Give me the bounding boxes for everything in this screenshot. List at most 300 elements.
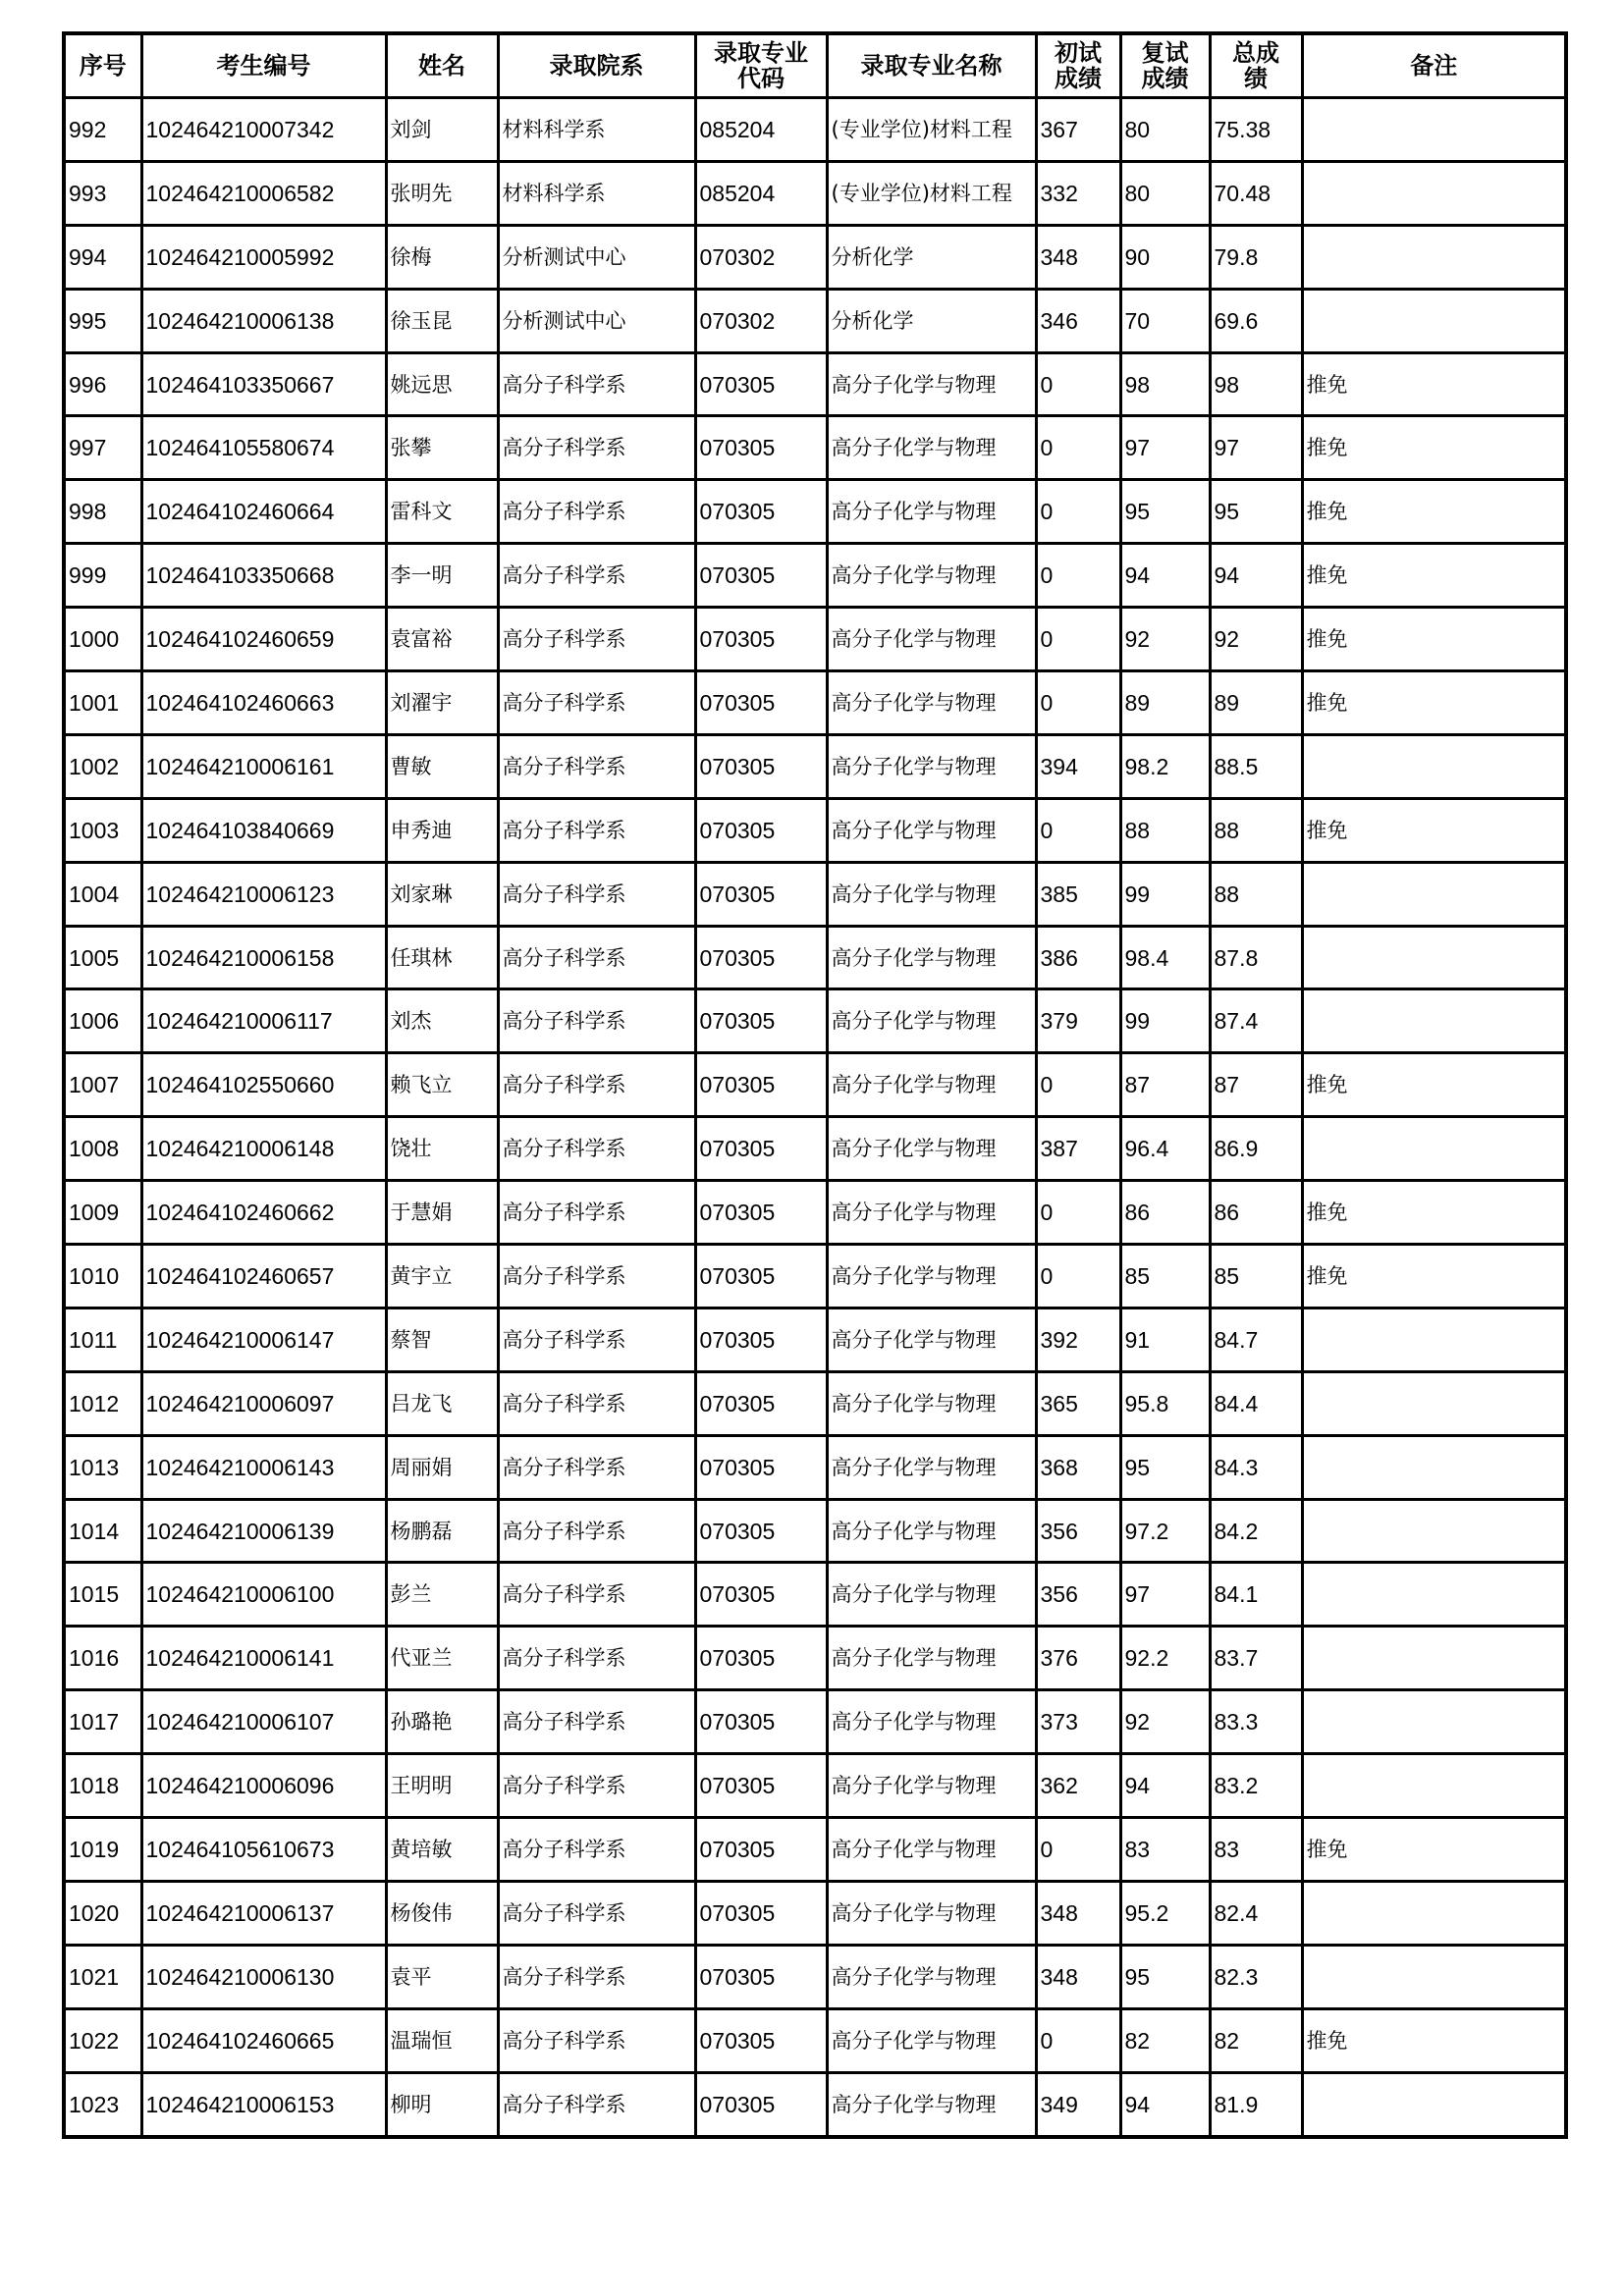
cell-total-score: 83.7	[1210, 1627, 1302, 1690]
cell-total-score: 94	[1210, 544, 1302, 608]
cell-seq: 1007	[64, 1053, 141, 1117]
header-name: 姓名	[386, 33, 498, 98]
cell-major-code: 070305	[695, 1053, 827, 1117]
cell-name: 吕龙飞	[386, 1371, 498, 1435]
cell-exam-id: 102464103840669	[141, 798, 386, 862]
cell-department: 高分子科学系	[498, 671, 695, 735]
cell-department: 高分子科学系	[498, 2072, 695, 2136]
cell-prelim-score: 0	[1036, 608, 1120, 671]
cell-name: 李一明	[386, 544, 498, 608]
cell-seq: 999	[64, 544, 141, 608]
cell-retest-score: 94	[1120, 2072, 1210, 2136]
cell-prelim-score: 0	[1036, 352, 1120, 416]
cell-major-name: 高分子化学与物理	[827, 671, 1036, 735]
cell-name: 于慧娟	[386, 1181, 498, 1245]
cell-exam-id: 102464210006117	[141, 989, 386, 1053]
cell-major-name: 高分子化学与物理	[827, 1690, 1036, 1754]
cell-major-code: 070305	[695, 989, 827, 1053]
cell-major-name: 高分子化学与物理	[827, 1945, 1036, 2008]
cell-remark	[1302, 926, 1566, 989]
cell-name: 周丽娟	[386, 1435, 498, 1499]
cell-major-code: 070305	[695, 1945, 827, 2008]
cell-retest-score: 82	[1120, 2008, 1210, 2072]
cell-prelim-score: 0	[1036, 544, 1120, 608]
cell-name: 徐玉昆	[386, 289, 498, 352]
cell-remark	[1302, 1563, 1566, 1627]
cell-prelim-score: 373	[1036, 1690, 1120, 1754]
cell-name: 饶壮	[386, 1117, 498, 1181]
table-row	[64, 1308, 1566, 1371]
cell-seq: 995	[64, 289, 141, 352]
cell-seq: 1008	[64, 1117, 141, 1181]
cell-total-score: 83.3	[1210, 1690, 1302, 1754]
cell-prelim-score: 356	[1036, 1499, 1120, 1563]
cell-remark	[1302, 734, 1566, 798]
cell-major-code: 085204	[695, 98, 827, 162]
cell-name: 代亚兰	[386, 1627, 498, 1690]
cell-prelim-score: 0	[1036, 416, 1120, 480]
cell-seq: 993	[64, 161, 141, 225]
cell-prelim-score: 368	[1036, 1435, 1120, 1499]
cell-exam-id: 102464105610673	[141, 1818, 386, 1882]
table-row	[64, 1181, 1566, 1245]
header-retest-score: 复试成绩	[1120, 33, 1210, 98]
cell-major-name: 高分子化学与物理	[827, 1435, 1036, 1499]
cell-major-name: 高分子化学与物理	[827, 798, 1036, 862]
cell-seq: 996	[64, 352, 141, 416]
cell-department: 高分子科学系	[498, 544, 695, 608]
cell-exam-id: 102464103350668	[141, 544, 386, 608]
cell-major-name: 高分子化学与物理	[827, 1117, 1036, 1181]
cell-name: 雷科文	[386, 480, 498, 544]
cell-seq: 1015	[64, 1563, 141, 1627]
cell-department: 高分子科学系	[498, 352, 695, 416]
cell-major-name: 高分子化学与物理	[827, 352, 1036, 416]
cell-retest-score: 95.8	[1120, 1371, 1210, 1435]
cell-total-score: 98	[1210, 352, 1302, 416]
cell-remark: 推免	[1302, 608, 1566, 671]
table-row	[64, 544, 1566, 608]
cell-seq: 1006	[64, 989, 141, 1053]
cell-prelim-score: 394	[1036, 734, 1120, 798]
cell-retest-score: 95.2	[1120, 1881, 1210, 1945]
cell-major-code: 070305	[695, 798, 827, 862]
cell-remark	[1302, 161, 1566, 225]
cell-remark: 推免	[1302, 480, 1566, 544]
cell-major-name: 高分子化学与物理	[827, 544, 1036, 608]
cell-seq: 1010	[64, 1245, 141, 1308]
table-row	[64, 926, 1566, 989]
cell-department: 高分子科学系	[498, 1181, 695, 1245]
cell-name: 刘杰	[386, 989, 498, 1053]
header-major-code: 录取专业代码	[695, 33, 827, 98]
cell-retest-score: 83	[1120, 1818, 1210, 1882]
cell-remark: 推免	[1302, 798, 1566, 862]
cell-major-code: 070305	[695, 862, 827, 926]
cell-remark: 推免	[1302, 416, 1566, 480]
cell-exam-id: 102464105580674	[141, 416, 386, 480]
cell-exam-id: 102464210006153	[141, 2072, 386, 2136]
table-row	[64, 161, 1566, 225]
cell-major-code: 070305	[695, 1818, 827, 1882]
cell-exam-id: 102464210006147	[141, 1308, 386, 1371]
cell-total-score: 92	[1210, 608, 1302, 671]
cell-major-name: 分析化学	[827, 225, 1036, 289]
cell-retest-score: 98	[1120, 352, 1210, 416]
cell-retest-score: 80	[1120, 98, 1210, 162]
cell-exam-id: 102464210006158	[141, 926, 386, 989]
table-row	[64, 225, 1566, 289]
cell-remark	[1302, 862, 1566, 926]
cell-name: 任琪林	[386, 926, 498, 989]
cell-total-score: 82.4	[1210, 1881, 1302, 1945]
cell-exam-id: 102464210006137	[141, 1881, 386, 1945]
cell-prelim-score: 392	[1036, 1308, 1120, 1371]
cell-remark: 推免	[1302, 1245, 1566, 1308]
cell-department: 高分子科学系	[498, 2008, 695, 2072]
cell-remark: 推免	[1302, 1053, 1566, 1117]
cell-seq: 1005	[64, 926, 141, 989]
cell-prelim-score: 386	[1036, 926, 1120, 989]
cell-prelim-score: 379	[1036, 989, 1120, 1053]
cell-major-name: 高分子化学与物理	[827, 989, 1036, 1053]
cell-exam-id: 102464210006130	[141, 1945, 386, 2008]
cell-retest-score: 97	[1120, 1563, 1210, 1627]
cell-major-name: (专业学位)材料工程	[827, 98, 1036, 162]
cell-prelim-score: 348	[1036, 1945, 1120, 2008]
cell-total-score: 89	[1210, 671, 1302, 735]
admission-table	[62, 31, 1568, 2139]
cell-major-code: 070305	[695, 608, 827, 671]
cell-prelim-score: 0	[1036, 1053, 1120, 1117]
cell-department: 高分子科学系	[498, 989, 695, 1053]
cell-major-name: 高分子化学与物理	[827, 1371, 1036, 1435]
cell-total-score: 85	[1210, 1245, 1302, 1308]
cell-department: 高分子科学系	[498, 798, 695, 862]
cell-prelim-score: 348	[1036, 225, 1120, 289]
cell-remark: 推免	[1302, 544, 1566, 608]
cell-exam-id: 102464210006161	[141, 734, 386, 798]
cell-seq: 1016	[64, 1627, 141, 1690]
cell-total-score: 95	[1210, 480, 1302, 544]
cell-name: 孙璐艳	[386, 1690, 498, 1754]
cell-department: 高分子科学系	[498, 1690, 695, 1754]
cell-name: 杨鹏磊	[386, 1499, 498, 1563]
table-row	[64, 1563, 1566, 1627]
cell-name: 温瑞恒	[386, 2008, 498, 2072]
cell-major-name: 高分子化学与物理	[827, 1053, 1036, 1117]
cell-department: 高分子科学系	[498, 1754, 695, 1818]
cell-total-score: 84.7	[1210, 1308, 1302, 1371]
cell-department: 高分子科学系	[498, 734, 695, 798]
cell-retest-score: 96.4	[1120, 1117, 1210, 1181]
cell-major-code: 070305	[695, 1627, 827, 1690]
cell-remark	[1302, 1117, 1566, 1181]
cell-department: 高分子科学系	[498, 1945, 695, 2008]
table-row	[64, 1053, 1566, 1117]
cell-seq: 1001	[64, 671, 141, 735]
cell-seq: 1018	[64, 1754, 141, 1818]
table-row	[64, 2008, 1566, 2072]
cell-seq: 1019	[64, 1818, 141, 1882]
cell-seq: 1012	[64, 1371, 141, 1435]
header-total-score: 总成绩	[1210, 33, 1302, 98]
cell-department: 材料科学系	[498, 161, 695, 225]
cell-major-name: 高分子化学与物理	[827, 1754, 1036, 1818]
cell-prelim-score: 362	[1036, 1754, 1120, 1818]
cell-retest-score: 97.2	[1120, 1499, 1210, 1563]
cell-major-name: 高分子化学与物理	[827, 926, 1036, 989]
cell-exam-id: 102464102460659	[141, 608, 386, 671]
cell-total-score: 86	[1210, 1181, 1302, 1245]
cell-major-name: 高分子化学与物理	[827, 1308, 1036, 1371]
cell-retest-score: 98.2	[1120, 734, 1210, 798]
cell-total-score: 88	[1210, 798, 1302, 862]
cell-total-score: 84.2	[1210, 1499, 1302, 1563]
cell-department: 高分子科学系	[498, 1245, 695, 1308]
cell-remark: 推免	[1302, 352, 1566, 416]
cell-seq: 997	[64, 416, 141, 480]
cell-seq: 998	[64, 480, 141, 544]
cell-name: 赖飞立	[386, 1053, 498, 1117]
cell-exam-id: 102464103350667	[141, 352, 386, 416]
cell-exam-id: 102464102460663	[141, 671, 386, 735]
cell-retest-score: 95	[1120, 1945, 1210, 2008]
cell-remark	[1302, 1754, 1566, 1818]
cell-total-score: 88	[1210, 862, 1302, 926]
cell-major-code: 070305	[695, 1371, 827, 1435]
cell-department: 高分子科学系	[498, 480, 695, 544]
cell-name: 申秀迪	[386, 798, 498, 862]
cell-major-name: 高分子化学与物理	[827, 2072, 1036, 2136]
cell-name: 黄培敏	[386, 1818, 498, 1882]
cell-total-score: 70.48	[1210, 161, 1302, 225]
cell-total-score: 81.9	[1210, 2072, 1302, 2136]
cell-retest-score: 90	[1120, 225, 1210, 289]
cell-remark: 推免	[1302, 671, 1566, 735]
cell-total-score: 69.6	[1210, 289, 1302, 352]
table-row	[64, 1754, 1566, 1818]
cell-retest-score: 89	[1120, 671, 1210, 735]
cell-seq: 994	[64, 225, 141, 289]
cell-exam-id: 102464102460662	[141, 1181, 386, 1245]
cell-seq: 992	[64, 98, 141, 162]
table-row	[64, 480, 1566, 544]
cell-retest-score: 97	[1120, 416, 1210, 480]
cell-major-code: 070302	[695, 289, 827, 352]
cell-major-name: 高分子化学与物理	[827, 862, 1036, 926]
cell-prelim-score: 376	[1036, 1627, 1120, 1690]
cell-prelim-score: 365	[1036, 1371, 1120, 1435]
cell-remark: 推免	[1302, 2008, 1566, 2072]
cell-exam-id: 102464210006582	[141, 161, 386, 225]
cell-exam-id: 102464210005992	[141, 225, 386, 289]
cell-name: 柳明	[386, 2072, 498, 2136]
cell-department: 高分子科学系	[498, 862, 695, 926]
cell-retest-score: 92	[1120, 1690, 1210, 1754]
cell-seq: 1013	[64, 1435, 141, 1499]
table-row	[64, 416, 1566, 480]
cell-name: 彭兰	[386, 1563, 498, 1627]
cell-seq: 1009	[64, 1181, 141, 1245]
header-department: 录取院系	[498, 33, 695, 98]
cell-retest-score: 86	[1120, 1181, 1210, 1245]
cell-total-score: 84.1	[1210, 1563, 1302, 1627]
cell-name: 袁富裕	[386, 608, 498, 671]
cell-retest-score: 99	[1120, 862, 1210, 926]
cell-exam-id: 102464210006096	[141, 1754, 386, 1818]
cell-name: 张攀	[386, 416, 498, 480]
table-row	[64, 1245, 1566, 1308]
cell-prelim-score: 332	[1036, 161, 1120, 225]
cell-major-code: 070305	[695, 1117, 827, 1181]
cell-total-score: 84.3	[1210, 1435, 1302, 1499]
cell-exam-id: 102464210007342	[141, 98, 386, 162]
cell-major-name: 高分子化学与物理	[827, 1818, 1036, 1882]
cell-prelim-score: 0	[1036, 1818, 1120, 1882]
cell-name: 黄宇立	[386, 1245, 498, 1308]
cell-total-score: 97	[1210, 416, 1302, 480]
table-row	[64, 671, 1566, 735]
cell-exam-id: 102464210006097	[141, 1371, 386, 1435]
cell-retest-score: 87	[1120, 1053, 1210, 1117]
cell-retest-score: 99	[1120, 989, 1210, 1053]
cell-seq: 1020	[64, 1881, 141, 1945]
cell-prelim-score: 387	[1036, 1117, 1120, 1181]
table-row	[64, 98, 1566, 162]
cell-name: 刘剑	[386, 98, 498, 162]
cell-seq: 1021	[64, 1945, 141, 2008]
cell-seq: 1003	[64, 798, 141, 862]
cell-remark	[1302, 1627, 1566, 1690]
cell-exam-id: 102464210006100	[141, 1563, 386, 1627]
cell-major-code: 070305	[695, 1499, 827, 1563]
header-major-name: 录取专业名称	[827, 33, 1036, 98]
cell-exam-id: 102464210006141	[141, 1627, 386, 1690]
table-row	[64, 734, 1566, 798]
cell-retest-score: 80	[1120, 161, 1210, 225]
cell-department: 高分子科学系	[498, 1117, 695, 1181]
cell-exam-id: 102464210006138	[141, 289, 386, 352]
cell-major-name: 高分子化学与物理	[827, 1627, 1036, 1690]
table-row	[64, 1690, 1566, 1754]
cell-name: 张明先	[386, 161, 498, 225]
cell-seq: 1017	[64, 1690, 141, 1754]
cell-major-code: 070305	[695, 1308, 827, 1371]
cell-remark	[1302, 1499, 1566, 1563]
cell-total-score: 83	[1210, 1818, 1302, 1882]
cell-department: 高分子科学系	[498, 1563, 695, 1627]
cell-exam-id: 102464210006148	[141, 1117, 386, 1181]
cell-major-name: 高分子化学与物理	[827, 608, 1036, 671]
cell-retest-score: 94	[1120, 544, 1210, 608]
cell-prelim-score: 0	[1036, 2008, 1120, 2072]
cell-prelim-score: 0	[1036, 671, 1120, 735]
cell-department: 高分子科学系	[498, 1627, 695, 1690]
cell-remark	[1302, 289, 1566, 352]
cell-total-score: 87.4	[1210, 989, 1302, 1053]
cell-department: 高分子科学系	[498, 608, 695, 671]
cell-retest-score: 85	[1120, 1245, 1210, 1308]
table-row	[64, 1945, 1566, 2008]
cell-exam-id: 102464210006139	[141, 1499, 386, 1563]
cell-prelim-score: 0	[1036, 1245, 1120, 1308]
cell-major-code: 070305	[695, 1754, 827, 1818]
cell-major-code: 070305	[695, 416, 827, 480]
cell-major-code: 070305	[695, 1563, 827, 1627]
cell-prelim-score: 0	[1036, 798, 1120, 862]
cell-prelim-score: 385	[1036, 862, 1120, 926]
cell-seq: 1004	[64, 862, 141, 926]
cell-major-code: 070305	[695, 1690, 827, 1754]
cell-total-score: 83.2	[1210, 1754, 1302, 1818]
cell-major-code: 070305	[695, 1245, 827, 1308]
cell-remark	[1302, 1945, 1566, 2008]
cell-major-name: 高分子化学与物理	[827, 2008, 1036, 2072]
cell-remark: 推免	[1302, 1818, 1566, 1882]
cell-major-code: 085204	[695, 161, 827, 225]
cell-total-score: 88.5	[1210, 734, 1302, 798]
cell-major-name: 高分子化学与物理	[827, 1499, 1036, 1563]
cell-department: 高分子科学系	[498, 416, 695, 480]
cell-major-name: 高分子化学与物理	[827, 480, 1036, 544]
cell-department: 分析测试中心	[498, 289, 695, 352]
cell-major-name: 高分子化学与物理	[827, 1181, 1036, 1245]
table-row	[64, 989, 1566, 1053]
cell-prelim-score: 0	[1036, 480, 1120, 544]
cell-major-code: 070305	[695, 1435, 827, 1499]
cell-prelim-score: 0	[1036, 1181, 1120, 1245]
cell-major-name: 高分子化学与物理	[827, 1245, 1036, 1308]
cell-retest-score: 95	[1120, 1435, 1210, 1499]
cell-total-score: 87	[1210, 1053, 1302, 1117]
cell-name: 袁平	[386, 1945, 498, 2008]
cell-prelim-score: 348	[1036, 1881, 1120, 1945]
cell-remark	[1302, 1690, 1566, 1754]
cell-retest-score: 70	[1120, 289, 1210, 352]
cell-remark	[1302, 989, 1566, 1053]
cell-exam-id: 102464102460664	[141, 480, 386, 544]
cell-remark: 推免	[1302, 1181, 1566, 1245]
cell-remark	[1302, 1371, 1566, 1435]
cell-major-name: (专业学位)材料工程	[827, 161, 1036, 225]
cell-major-code: 070305	[695, 544, 827, 608]
cell-major-code: 070305	[695, 352, 827, 416]
cell-exam-id: 102464102460657	[141, 1245, 386, 1308]
cell-prelim-score: 346	[1036, 289, 1120, 352]
cell-prelim-score: 349	[1036, 2072, 1120, 2136]
cell-remark	[1302, 1435, 1566, 1499]
cell-seq: 1011	[64, 1308, 141, 1371]
cell-department: 高分子科学系	[498, 1499, 695, 1563]
cell-name: 姚远思	[386, 352, 498, 416]
header-exam-id: 考生编号	[141, 33, 386, 98]
table-row	[64, 289, 1566, 352]
table-row	[64, 352, 1566, 416]
cell-remark	[1302, 98, 1566, 162]
table-row	[64, 1117, 1566, 1181]
cell-name: 刘濯宇	[386, 671, 498, 735]
table-row	[64, 1499, 1566, 1563]
cell-department: 高分子科学系	[498, 1371, 695, 1435]
table-row	[64, 1435, 1566, 1499]
cell-major-code: 070302	[695, 225, 827, 289]
cell-department: 高分子科学系	[498, 1818, 695, 1882]
cell-seq: 1022	[64, 2008, 141, 2072]
cell-total-score: 82.3	[1210, 1945, 1302, 2008]
cell-exam-id: 102464210006123	[141, 862, 386, 926]
cell-name: 蔡智	[386, 1308, 498, 1371]
